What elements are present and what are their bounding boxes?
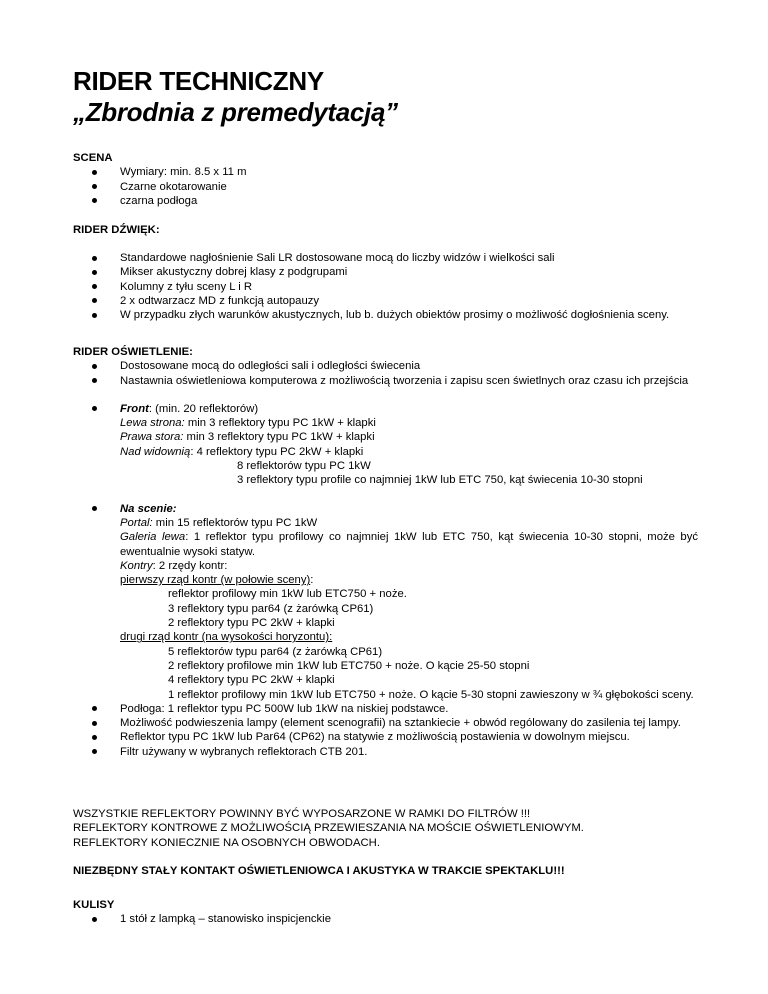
document-title [73,66,708,128]
nad-text: : 4 reflektory typu PC 2kW + klapki [190,445,364,458]
list-item: Reflektor typu PC 1kW lub Par64 (CP62) na statywie z możliwością postawienia w dowolnym miejscu. [73,730,698,744]
front-rest: : (min. 20 reflektorów) [148,402,259,415]
list-item: Dostosowane mocą do odległości sali i odległości świecenia [73,359,698,373]
list-item: Możliwość podwieszenia lampy (element scenografii) na sztankiecie + obwód rególowany do zasilenia tej lampy. [73,716,698,730]
scena-list [73,165,698,208]
contact-note: NIEZBĘDNY STAŁY KONTAKT OŚWIETLENIOWCA I AKUSTYKA W TRAKCIE SPEKTAKLU!!! [73,865,565,877]
title-subtitle: „Zbrodnia z premedytacją” [73,97,398,127]
section-swiatlo [73,345,698,759]
row2-item: 1 reflektor profilowy min 1kW lub ETC750 + noże. O kącie 5-30 stopni zawieszony w ¾ głębokości sceny. [168,688,694,701]
list-item: 1 stół z lampką – stanowisko inspicjenckie [73,912,698,926]
list-item: czarna podłoga [73,194,698,208]
kulisy-heading: KULISY [73,899,115,911]
swiatlo-heading: RIDER OŚWIETLENIE: [73,346,193,358]
dzwiek-list-wrap [73,251,698,322]
row2-item: 5 reflektorów typu par64 (z żarówką CP61) [168,645,383,658]
list-item: 2 x odtwarzacz MD z funkcją autopauzy [73,294,698,308]
scena-lights-item [73,502,698,702]
lewa-text: min 3 reflektory typu PC 1kW + klapki [184,417,376,430]
scena-heading: SCENA [73,152,113,164]
row1-label: pierwszy rząd kontr (w połowie sceny) [120,574,311,587]
nad-label: Nad widownią [120,445,191,458]
note-line: WSZYSTKIE REFLEKTORY POWINNY BYĆ WYPOSARZONE W RAMKI DO FILTRÓW !!! [73,808,531,820]
prawa-label: Prawa stora: [120,431,184,444]
list-item: Wymiary: min. 8.5 x 11 m [73,165,698,179]
list-item: Kolumny z tyłu sceny L i R [73,280,698,294]
list-item: Czarne okotarowanie [73,180,698,194]
swiatlo-list [73,359,698,759]
list-item: Podłoga: 1 reflektor typu PC 500W lub 1kW na niskiej podstawce. [73,702,698,716]
row2-item: 2 reflektory profilowe min 1kW lub ETC750 + noże. O kącie 25-50 stopni [168,659,530,672]
portal-label: Portal: [120,516,153,529]
note-line: REFLEKTORY KONIECZNIE NA OSOBNYCH OBWODACH. [73,836,380,849]
section-scena [73,151,698,208]
row1-item: 3 reflektory typu par64 (z żarówką CP61) [168,602,374,615]
title-block [73,66,708,128]
lewa-label: Lewa strona: [120,417,185,430]
title-main: RIDER TECHNICZNY [73,66,324,96]
portal-text: min 15 reflektorów typu PC 1kW [152,516,318,529]
nad-sub-1: 8 reflektorów typu PC 1kW [237,460,371,473]
kontry-text: : 2 rzędy kontr: [152,559,228,572]
kontry-label: Kontry [120,559,153,572]
front-label: Front [120,402,149,415]
kulisy-list [73,912,698,926]
section-dzwiek [73,223,698,237]
na-scenie-label: Na scenie: [120,502,177,515]
row2-item: 4 reflektory typu PC 2kW + klapki [168,674,335,687]
dzwiek-heading: RIDER DŹWIĘK: [73,224,160,236]
prawa-text: min 3 reflektory typu PC 1kW + klapki [183,431,375,444]
galeria-label: Galeria lewa [120,531,186,544]
list-item: Mikser akustyczny dobrej klasy z podgrupami [73,265,698,279]
note-line: REFLEKTORY KONTROWE Z MOŻLIWOŚCIĄ PRZEWIESZANIA NA MOŚCIE OŚWIETLENIOWYM. [73,822,584,835]
section-kulisy [73,898,698,927]
dzwiek-list [73,251,698,322]
list-item: W przypadku złych warunków akustycznych, lub b. dużych obiektów prosimy o możliwość dogłośnienia sceny. [73,308,698,322]
contact-block [73,864,698,878]
row1-colon: : [310,574,314,587]
row1-item: 2 reflektory typu PC 2kW + klapki [168,617,335,630]
front-item [73,402,698,488]
row2-label: drugi rząd kontr (na wysokości horyzontu): [120,631,333,644]
list-item: Filtr używany w wybranych reflektorach CTB 201. [73,745,698,759]
list-item: Nastawnia oświetleniowa komputerowa z możliwością tworzenia i zapisu scen świetlnych oraz czasu ich przejścia [73,374,698,388]
row1-item: reflektor profilowy min 1kW lub ETC750 + noże. [168,588,407,601]
galeria-text: : 1 reflektor typu profilowy co najmniej 1kW lub ETC 750, kąt świecenia 10-30 stopni, może być ewentualnie wysoki statyw. [120,531,699,558]
notes-block [73,807,698,850]
list-item: Standardowe nagłośnienie Sali LR dostosowane mocą do liczby widzów i wielkości sali [73,251,698,265]
nad-sub-2: 3 reflektory typu profile co najmniej 1kW lub ETC 750, kąt świecenia 10-30 stopni [237,474,643,487]
